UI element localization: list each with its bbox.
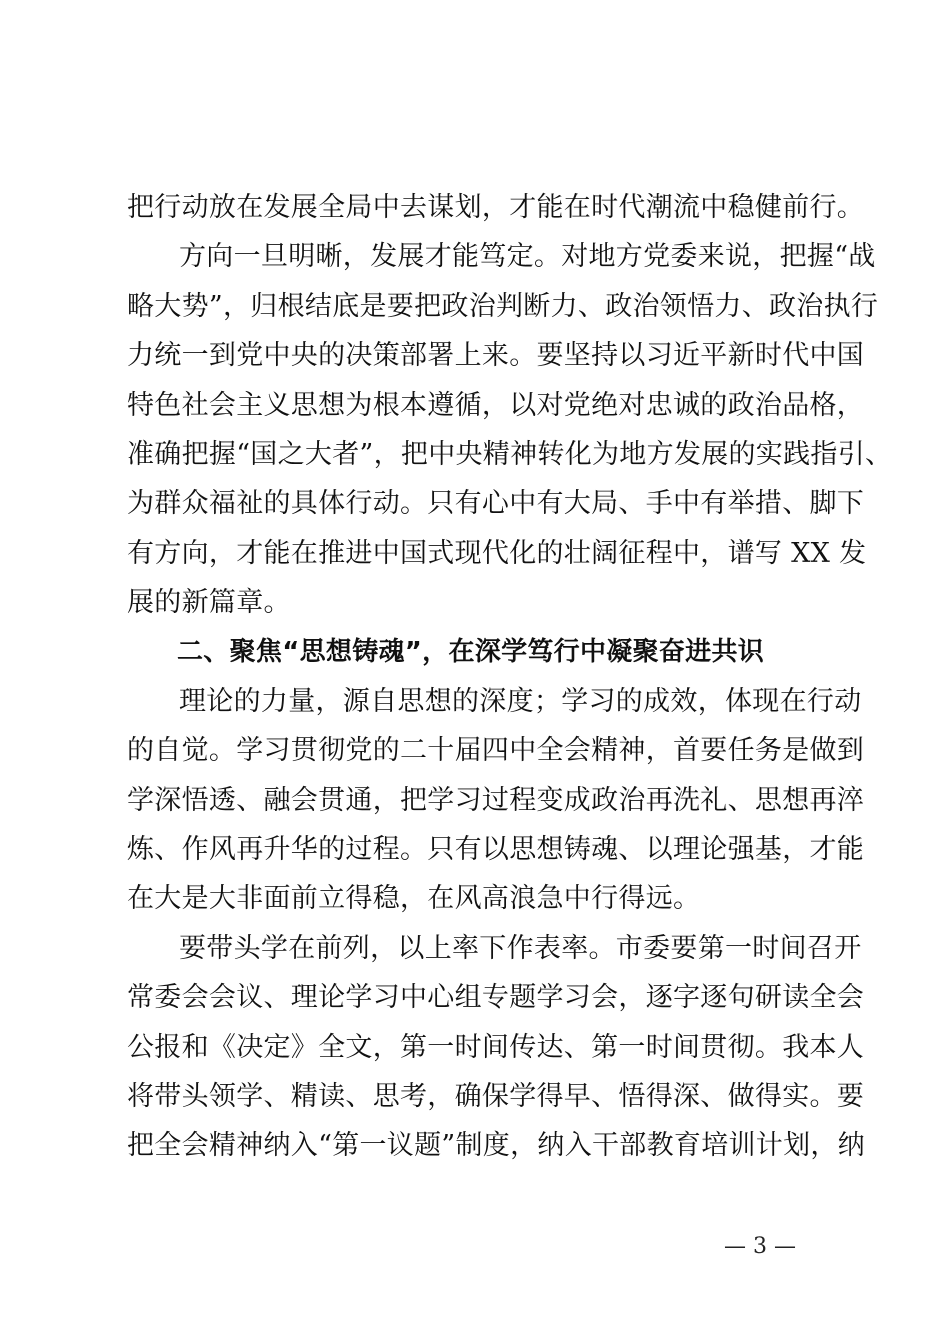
- page-number: — 3 —: [724, 1234, 796, 1259]
- text-line: 学深悟透、融会贯通，把学习过程变成政治再洗礼、思想再淬: [127, 784, 865, 816]
- text-line: 的自觉。学习贯彻党的二十届四中全会精神，首要任务是做到: [127, 735, 865, 767]
- text-line: 常委会会议、理论学习中心组专题学习会，逐字逐句研读全会: [127, 982, 865, 1014]
- text-line: 略大势”，归根结底是要把政治判断力、政治领悟力、政治执行: [127, 290, 879, 322]
- text-line: 展的新篇章。: [127, 587, 291, 619]
- text-line: 在大是大非面前立得稳，在风高浪急中行得远。: [127, 883, 701, 915]
- text-line: 将带头领学、精读、思考，确保学得早、悟得深、做得实。要: [127, 1081, 865, 1113]
- text-line: 炼、作风再升华的过程。只有以思想铸魂、以理论强基，才能: [127, 834, 865, 866]
- body-text: [127, 183, 893, 1171]
- section-heading: 二、聚焦“思想铸魂”，在深学笃行中凝聚奋进共识: [177, 636, 765, 667]
- text-line: 力统一到党中央的决策部署上来。要坚持以习近平新时代中国: [127, 340, 865, 372]
- text-line: 把全会精神纳入“第一议题”制度，纳入干部教育培训计划，纳: [127, 1130, 866, 1162]
- text-line: 有方向，才能在推进中国式现代化的壮阔征程中，谱写 XX 发: [127, 537, 867, 569]
- text-line: 为群众福祉的具体行动。只有心中有大局、手中有举措、脚下: [127, 488, 865, 520]
- paragraph-start-line: 方向一旦明晰，发展才能笃定。对地方党委来说，把握“战: [179, 241, 876, 273]
- text-line: 准确把握“国之大者”，把中央精神转化为地方发展的实践指引、: [127, 438, 893, 470]
- text-line: 把行动放在发展全局中去谋划，才能在时代潮流中稳健前行。: [127, 192, 865, 223]
- paragraph-start-line: 要带头学在前列，以上率下作表率。市委要第一时间召开: [179, 932, 862, 964]
- text-line: 公报和《决定》全文，第一时间传达、第一时间贯彻。我本人: [127, 1031, 865, 1063]
- paragraph-start-line: 理论的力量，源自思想的深度；学习的成效，体现在行动: [179, 685, 862, 717]
- text-line: 特色社会主义思想为根本遵循，以对党绝对忠诚的政治品格，: [127, 389, 865, 421]
